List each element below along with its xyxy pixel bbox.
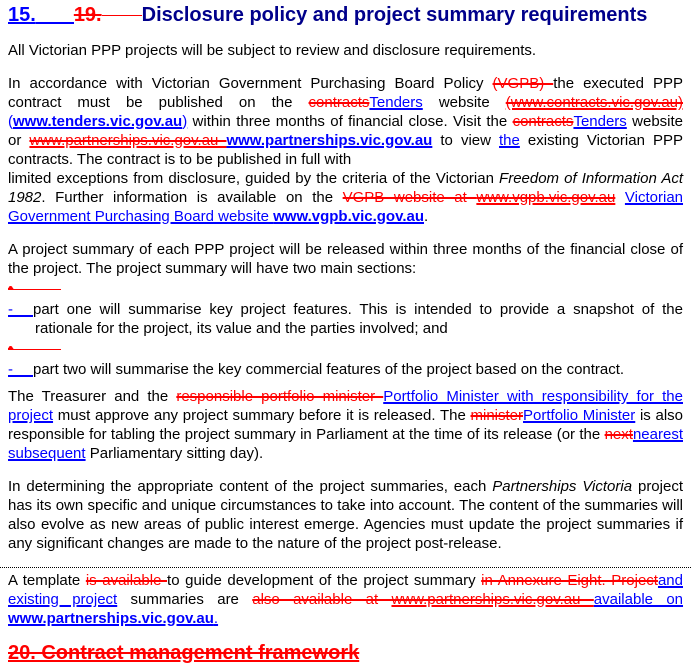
- heading-text: Disclosure policy and project summary requirements: [141, 4, 648, 26]
- deleted-hyperlink: (www.contracts.vic.gov.au): [505, 94, 683, 111]
- text-run: is available: [85, 572, 168, 589]
- text-run: part one will summarise key project features. This is intended to provide a snapshot of the rationale for the project, its value and the parties involved; and: [33, 301, 683, 337]
- text-run: 19.: [73, 4, 102, 26]
- bullet-part-two: [8, 360, 683, 379]
- text-run: Portfolio Minister with responsibility for the project: [8, 388, 683, 424]
- heading-contract-management: [8, 642, 683, 665]
- text-run: (VGPB): [492, 75, 554, 92]
- text-run: 15.: [8, 4, 36, 26]
- text-run: is also responsible for tabling the project summary in Parliament at the time of its release (or the: [8, 407, 684, 443]
- text-run: In determining the appropriate content of the project summaries, each: [8, 478, 493, 495]
- text-run: minister: [470, 407, 524, 424]
- para-determining: [8, 477, 683, 553]
- text-run: project has its own specific and unique circumstances to take into account. The content of the summaries will also evolve as new areas of public interest emerge. Agencies must update the project summaries if any significant changes are made to the nature of the project post-release.: [8, 478, 683, 552]
- hyperlink[interactable]: www.partnerships.vic.gov.au: [8, 610, 214, 627]
- text-run: to guide development of the project summary: [167, 572, 482, 589]
- inserted-dash-marker: -: [8, 301, 13, 318]
- heading-disclosure-policy: [8, 4, 683, 27]
- text-run: Tenders: [369, 94, 423, 111]
- deleted-tab-strike: [102, 15, 142, 16]
- para-accordance: [8, 74, 683, 226]
- para-template: [0, 567, 691, 628]
- text-run: next: [604, 426, 633, 443]
- deleted-heading-text: 20. Contract management framework: [8, 642, 360, 664]
- text-run: existing Victorian PPP contracts. The contract is to be published in full with: [8, 132, 683, 168]
- text-run: and existing project: [8, 572, 683, 608]
- para-project-summary: [8, 240, 683, 278]
- deleted-tab-strike: [13, 349, 61, 350]
- inserted-tab-underline: [36, 22, 74, 24]
- text-run: within three months of financial close. Visit the: [187, 113, 513, 130]
- text-run: website: [422, 94, 506, 111]
- text-run: All Victorian PPP projects will be subject to review and disclosure requirements.: [8, 42, 537, 59]
- inserted-tab-underline: [13, 315, 33, 317]
- text-run: Freedom of Information Act 1982: [8, 170, 684, 206]
- text-run: .: [213, 610, 219, 627]
- text-run: . Further information is available on the: [41, 189, 343, 206]
- text-run: available on: [593, 591, 684, 608]
- deleted-bullet-dot: •: [8, 280, 14, 297]
- deleted-bullet: [8, 282, 683, 296]
- text-run: contracts: [512, 113, 574, 130]
- deleted-bullet: [8, 342, 683, 356]
- text-run: A project summary of each PPP project will be released within three months of the financial close of the project. The project summary will have two main sections:: [8, 241, 683, 277]
- hyperlink[interactable]: www.tenders.vic.gov.au: [13, 113, 183, 130]
- deleted-hyperlink: www.partnerships.vic.gov.au: [391, 591, 594, 608]
- hyperlink[interactable]: www.vgpb.vic.gov.au: [273, 208, 424, 225]
- text-run: Tenders: [573, 113, 627, 130]
- text-run: must approve any project summary before it is released. The: [53, 407, 471, 424]
- text-run: the: [499, 132, 520, 149]
- inserted-tab-underline: [13, 375, 33, 377]
- text-run: Partnerships Victoria: [492, 478, 633, 495]
- text-run: In accordance with Victorian Government Purchasing Board Policy: [8, 75, 493, 92]
- text-run: VGPB website at: [342, 189, 477, 206]
- text-run: website or: [8, 113, 684, 149]
- inserted-dash-marker: -: [8, 361, 13, 378]
- text-run: summaries are: [117, 591, 253, 608]
- text-run: The Treasurer and the: [8, 388, 177, 405]
- text-run: part two will summarise the key commercial features of the project based on the contract.: [33, 361, 625, 378]
- text-run: [615, 189, 625, 206]
- text-run: ): [182, 113, 188, 130]
- text-run: in Annexure Eight. Project: [481, 572, 658, 589]
- text-run: Parliamentary sitting day).: [85, 445, 264, 462]
- para-intro: [8, 41, 683, 60]
- text-run: .: [424, 208, 429, 225]
- text-run: A template: [8, 572, 86, 589]
- text-run: Portfolio Minister: [523, 407, 636, 424]
- deleted-bullet-dot: •: [8, 340, 14, 357]
- text-run: to view: [432, 132, 500, 149]
- text-run: limited exceptions from disclosure, guided by the criteria of the Victorian: [8, 170, 500, 187]
- text-run: Victorian Government Purchasing Board website: [8, 189, 684, 225]
- deleted-hyperlink: www.vgpb.vic.gov.au: [476, 189, 616, 206]
- hyperlink[interactable]: www.partnerships.vic.gov.au: [226, 132, 433, 149]
- text-run: (: [8, 113, 13, 130]
- deleted-tab-strike: [13, 289, 61, 290]
- text-run: responsible portfolio minister: [176, 388, 384, 405]
- text-run: nearest subsequent: [8, 426, 683, 462]
- para-treasurer: [8, 387, 683, 463]
- text-run: contracts: [308, 94, 370, 111]
- text-run: the executed PPP contract must be published on the: [8, 75, 683, 111]
- deleted-hyperlink: www.partnerships.vic.gov.au: [29, 132, 227, 149]
- bullet-part-one: [8, 300, 683, 338]
- text-run: also available at: [252, 591, 392, 608]
